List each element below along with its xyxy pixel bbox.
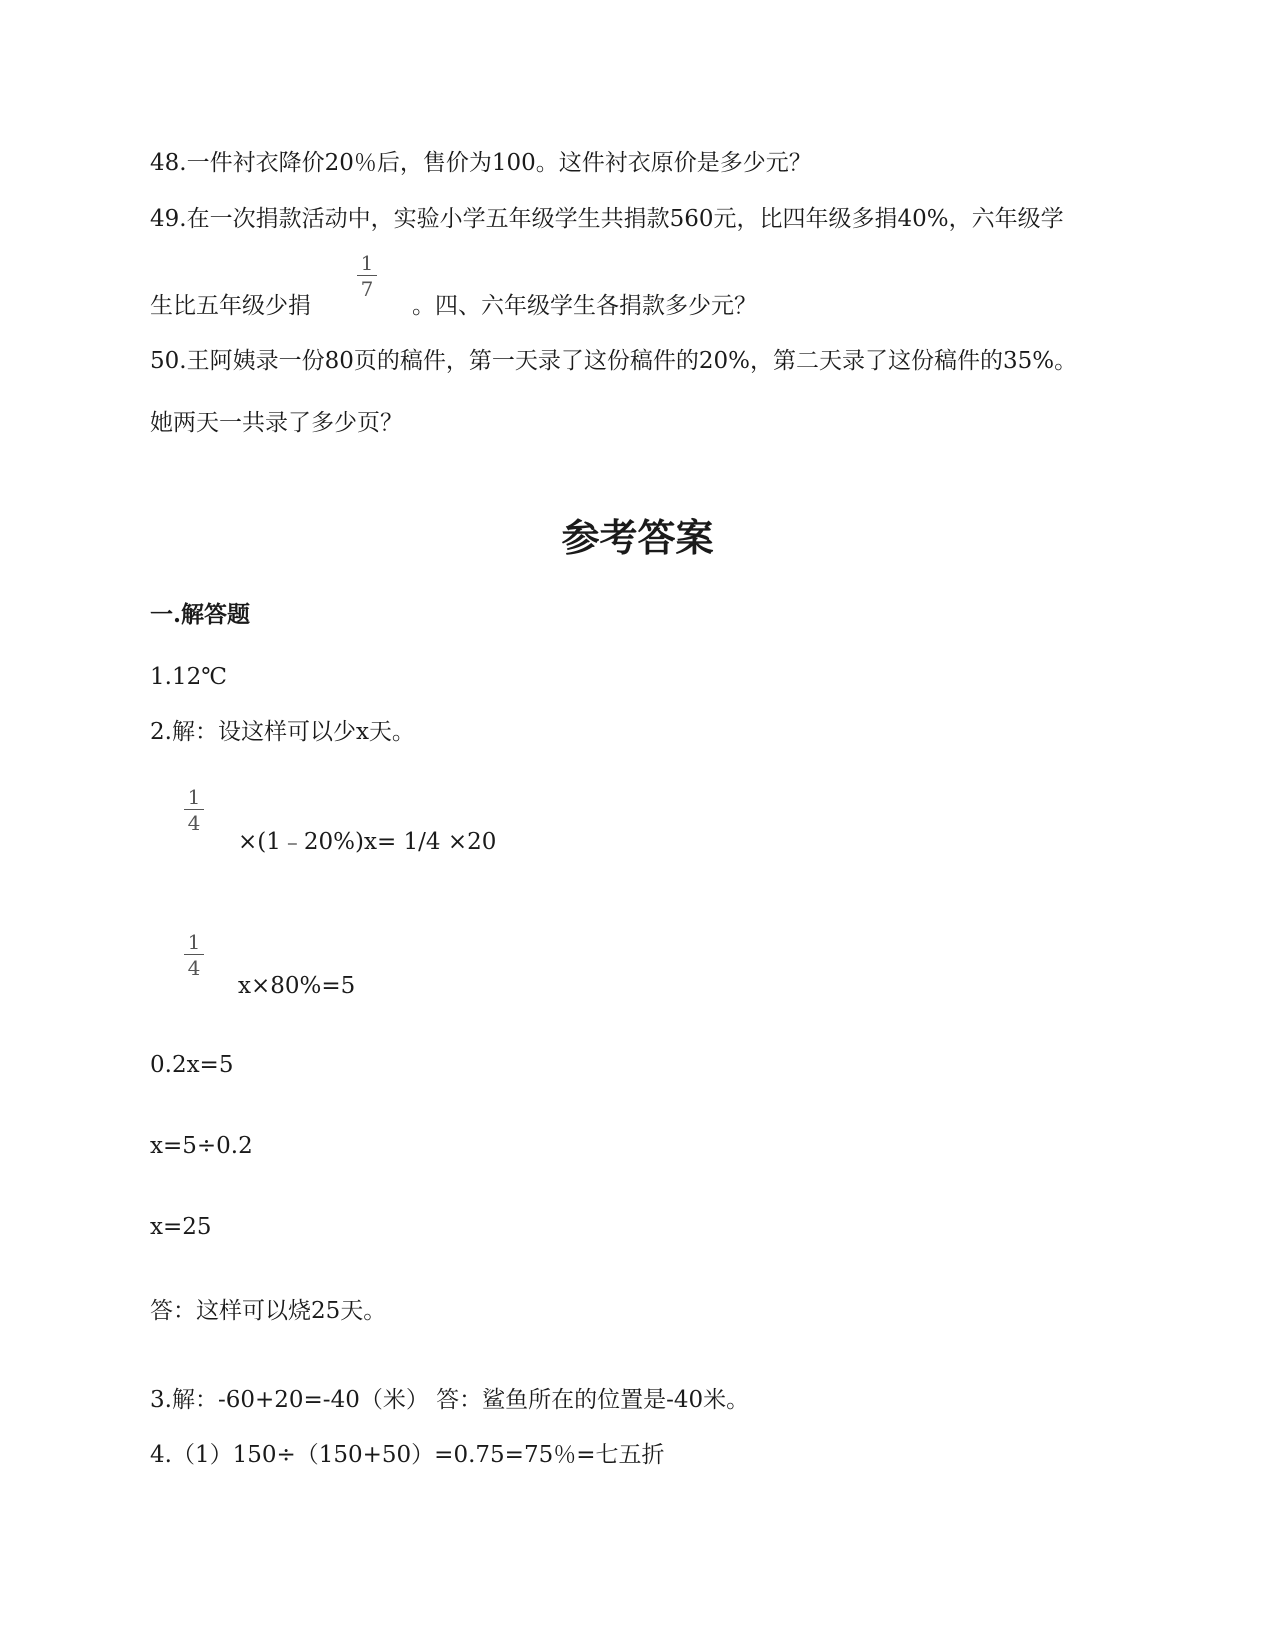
answer-3: 3.解：-60+20=-40（米） 答：鲨鱼所在的位置是-40米。 — [150, 1387, 750, 1413]
answer-2-equation-1: ×(1﹣20%)x= 1/4 ×20 — [238, 829, 497, 855]
question-49-line2-start: 生比五年级少捐 — [150, 293, 311, 319]
answer-2-intro: 2.解：设这样可以少x天。 — [150, 719, 415, 745]
question-50-line2: 她两天一共录了多少页？ — [150, 410, 403, 436]
fraction-denominator: 4 — [187, 956, 201, 980]
question-48: 48.一件衬衣降价20％后，售价为100。这件衬衣原价是多少元？ — [150, 150, 812, 176]
answer-2-conclusion: 答：这样可以烧25天。 — [150, 1298, 387, 1324]
fraction-bar — [184, 954, 204, 955]
fraction-bar — [357, 275, 377, 276]
section-heading: 一.解答题 — [150, 601, 251, 628]
fraction-denominator: 7 — [360, 277, 374, 301]
answer-2-equation-4: x=5÷0.2 — [150, 1133, 253, 1159]
answers-title: 参考答案 — [561, 515, 714, 560]
fraction-numerator: 1 — [187, 930, 201, 954]
answer-2-equation-3: 0.2x=5 — [150, 1052, 234, 1078]
answer-1: 1.12℃ — [150, 664, 227, 690]
fraction-one-seventh — [355, 252, 379, 300]
fraction-one-quarter — [182, 786, 206, 834]
fraction-bar — [184, 809, 204, 810]
answer-2-equation-5: x=25 — [150, 1214, 212, 1240]
fraction-numerator: 1 — [360, 251, 374, 275]
answer-2-equation-2: x×80%=5 — [238, 973, 356, 999]
answer-4: 4.（1）150÷（150+50）=0.75=75％=七五折 — [150, 1442, 665, 1468]
question-50-line1: 50.王阿姨录一份80页的稿件，第一天录了这份稿件的20%，第二天录了这份稿件的35%。 — [150, 348, 1078, 374]
fraction-one-quarter — [182, 931, 206, 979]
question-49-line2-end: 。四、六年级学生各捐款多少元？ — [412, 293, 757, 319]
question-49-line1: 49.在一次捐款活动中，实验小学五年级学生共捐款560元，比四年级多捐40%，六年级学 — [150, 206, 1064, 232]
fraction-denominator: 4 — [187, 811, 201, 835]
fraction-numerator: 1 — [187, 785, 201, 809]
